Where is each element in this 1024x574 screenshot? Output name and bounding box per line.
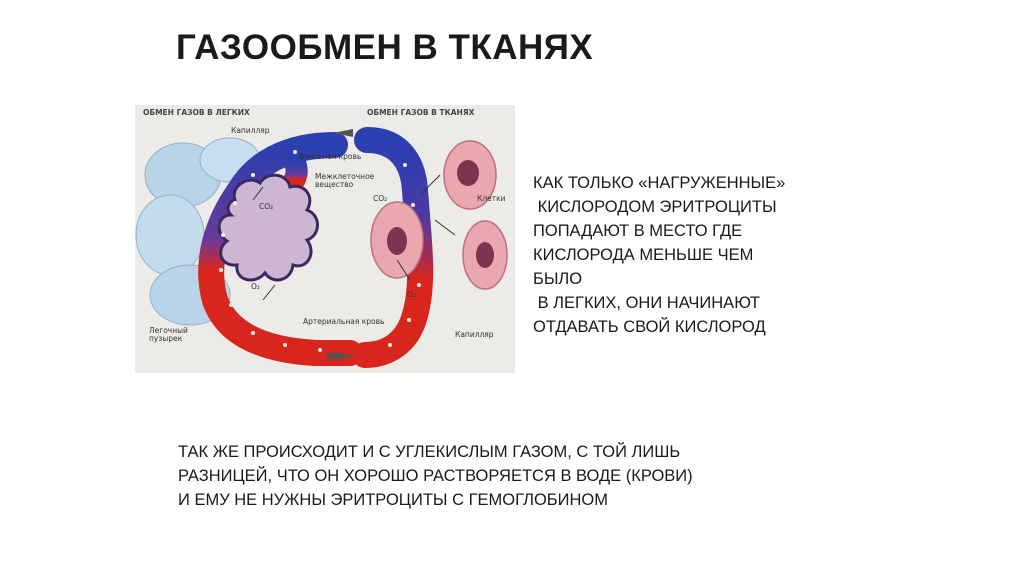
label-venous-blood: Венозная кровь [299, 152, 362, 161]
label-co2-tissue: CO₂ [373, 194, 388, 203]
label-cells: Клетки [477, 194, 506, 203]
gas-exchange-diagram [135, 105, 515, 373]
label-o2-lung: O₂ [251, 282, 260, 291]
label-o2-tissue: O₂ [407, 290, 416, 299]
explanation-co2: ТАК ЖЕ ПРОИСХОДИТ И С УГЛЕКИСЛЫМ ГАЗОМ, С ТОЙ ЛИШЬ РАЗНИЦЕЙ, ЧТО ОН ХОРОШО РАСТВОРЯЕТСЯ В ВОДЕ (КРОВИ) И ЕМУ НЕ НУЖНЫ ЭРИТРОЦИТЫ С ГЕМОГЛОБИНОМ [178, 443, 693, 509]
label-interstitial: Межклеточное вещество [315, 172, 375, 190]
explanation-oxygen: КАК ТОЛЬКО «НАГРУЖЕННЫЕ» КИСЛОРОДОМ ЭРИТРОЦИТЫ ПОПАДАЮТ В МЕСТО ГДЕ КИСЛОРОДА МЕНЬШЕ ЧЕМ БЫЛО В ЛЕГКИХ, ОНИ НАЧИНАЮТ ОТДАВАТЬ СВОЙ КИСЛОРОД [533, 174, 786, 336]
alveolus [219, 175, 317, 280]
label-arterial-blood: Артериальная кровь [303, 317, 385, 326]
slide-title: ГАЗООБМЕН В ТКАНЯХ [176, 28, 594, 67]
label-alveolus: Легочный пузырек [149, 326, 188, 344]
label-capillary-bottom: Капилляр [455, 330, 494, 339]
label-co2-lung: CO₂ [259, 202, 274, 211]
heading-lungs: ОБМЕН ГАЗОВ В ЛЕГКИХ [143, 108, 250, 117]
label-capillary-top: Капилляр [231, 126, 270, 135]
heading-tissues: ОБМЕН ГАЗОВ В ТКАНЯХ [367, 108, 475, 117]
tissue-cells [371, 141, 507, 289]
